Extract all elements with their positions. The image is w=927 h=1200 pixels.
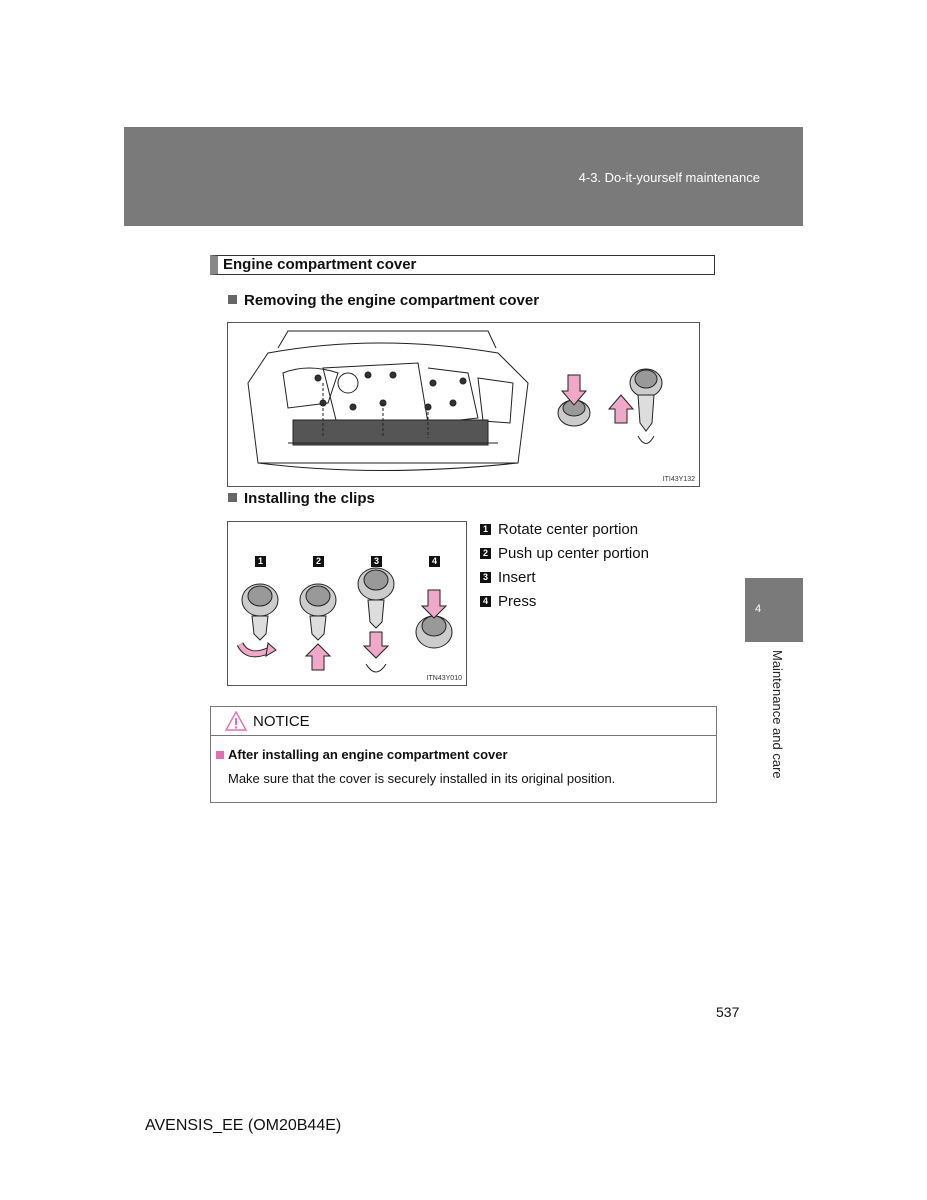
panel-label-3: 3: [371, 551, 389, 569]
notice-header: [211, 707, 716, 736]
steps-list: [480, 517, 649, 613]
step-number: 4: [480, 596, 491, 607]
engine-compartment-illustration: [228, 323, 699, 486]
square-bullet-icon: [228, 295, 237, 304]
removing-subheading: [228, 292, 539, 309]
step-number: 3: [480, 572, 491, 583]
pink-square-bullet-icon: [216, 751, 224, 759]
section-heading: Engine compartment cover: [210, 255, 715, 275]
warning-triangle-icon: [225, 711, 247, 731]
panel-label-2: 2: [313, 551, 331, 569]
installing-title: Installing the clips: [244, 490, 375, 507]
square-bullet-icon: [228, 493, 237, 502]
step-text: Insert: [498, 568, 536, 586]
notice-title: NOTICE: [253, 712, 310, 730]
step-text: Press: [498, 592, 537, 610]
header-band: [124, 127, 803, 226]
chapter-number: 4: [755, 603, 762, 615]
panel-label-4: 4: [429, 551, 447, 569]
step-text: Rotate center portion: [498, 520, 639, 538]
notice-box: [210, 706, 717, 803]
removing-title: Removing the engine compartment cover: [244, 292, 540, 309]
clip-steps-illustration: [228, 522, 466, 685]
step-item: [480, 517, 649, 541]
notice-subheading: After installing an engine compartment cover: [216, 747, 508, 762]
figure-code: ITI43Y132: [662, 476, 695, 483]
step-number: 1: [480, 524, 491, 535]
chapter-label: Maintenance and care: [770, 650, 785, 779]
panel-label-1: 1: [255, 551, 273, 569]
step-number: 2: [480, 548, 491, 559]
chapter-tab: [745, 578, 803, 642]
step-item: [480, 541, 649, 565]
clips-figure: [227, 521, 467, 686]
footer-model: AVENSIS_EE (OM20B44E): [145, 1117, 342, 1134]
figure-code: ITN43Y010: [426, 675, 462, 682]
engine-figure: [227, 322, 700, 487]
step-item: [480, 589, 649, 613]
section-title: 4-3. Do-it-yourself maintenance: [578, 170, 760, 185]
step-text: Push up center portion: [498, 544, 649, 562]
installing-subheading: [228, 490, 375, 507]
notice-body: Make sure that the cover is securely installed in its original position.: [228, 771, 616, 786]
step-item: [480, 565, 649, 589]
page-number: 537: [716, 1004, 740, 1020]
